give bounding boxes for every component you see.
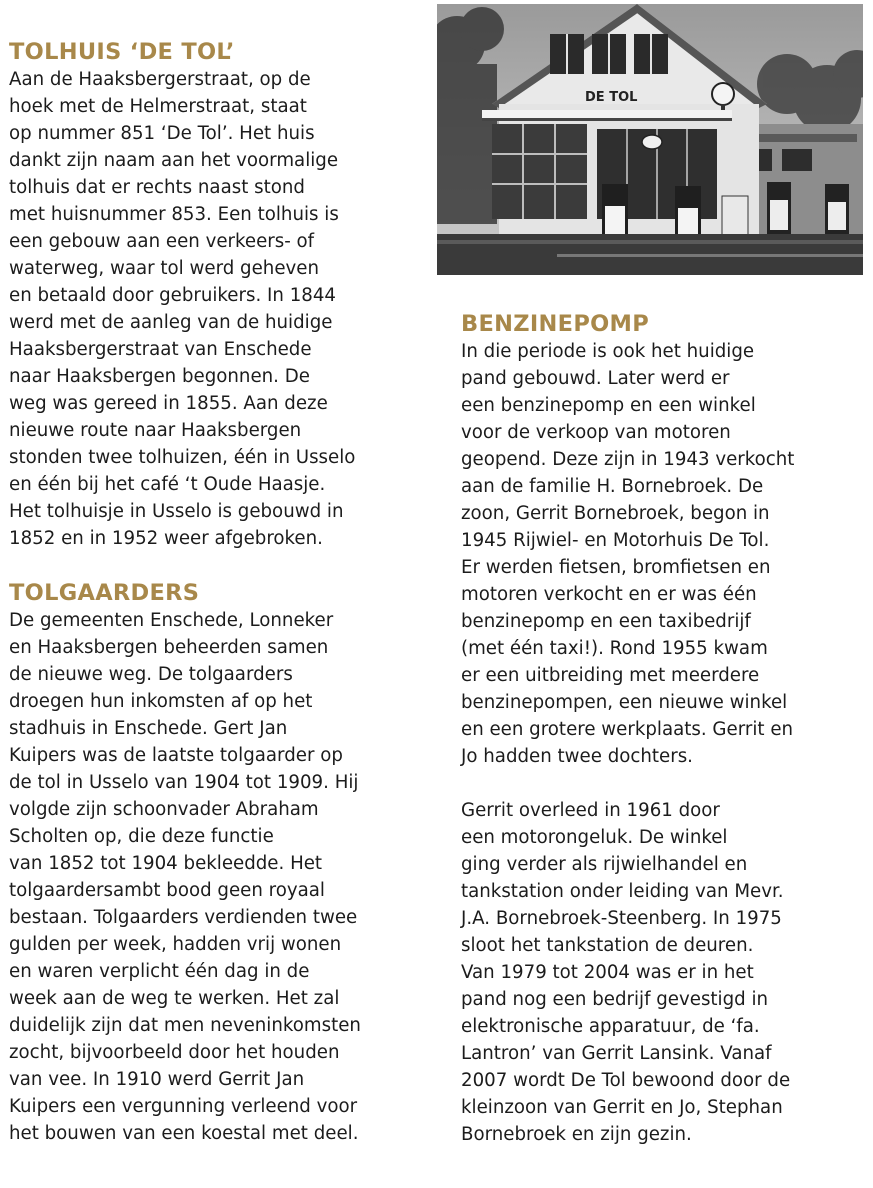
text-line: elektronische apparatuur, de ‘fa. (461, 1016, 760, 1037)
text-line: gulden per week, hadden vrij wonen (9, 934, 342, 955)
text-line: de tol in Usselo van 1904 tot 1909. Hij (9, 772, 359, 793)
text-line: Aan de Haaksbergerstraat, op de (9, 69, 311, 90)
text-line: droegen hun inkomsten af op het (9, 691, 313, 712)
text-line: pand gebouwd. Later werd er (461, 368, 730, 389)
text-line: 1945 Rijwiel- en Motorhuis De Tol. (461, 530, 770, 551)
text-line: een gebouw aan een verkeers- of (9, 231, 315, 252)
benzinepomp-paragraph-1 (461, 338, 871, 770)
text-line: op nummer 851 ‘De Tol’. Het huis (9, 123, 315, 144)
text-line: en betaald door gebruikers. In 1844 (9, 285, 336, 306)
text-line: Gerrit overleed in 1961 door (461, 800, 720, 821)
text-line: volgde zijn schoonvader Abraham (9, 799, 319, 820)
text-line: waterweg, waar tol werd geheven (9, 258, 319, 279)
text-line: aan de familie H. Bornebroek. De (461, 476, 764, 497)
benzinepomp-paragraph-2 (461, 797, 871, 1148)
text-line: (met één taxi!). Rond 1955 kwam (461, 638, 768, 659)
section-tolhuis (9, 38, 429, 552)
text-line: en één bij het café ‘t Oude Haasje. (9, 474, 326, 495)
text-line: Het tolhuisje in Usselo is gebouwd in (9, 501, 344, 522)
text-line: Er werden fietsen, bromfietsen en (461, 557, 771, 578)
text-line: hoek met de Helmerstraat, staat (9, 96, 307, 117)
text-line: het bouwen van een koestal met deel. (9, 1123, 359, 1144)
text-line: Jo hadden twee dochters. (461, 746, 693, 767)
text-line: zoon, Gerrit Bornebroek, begon in (461, 503, 770, 524)
text-line: duidelijk zijn dat men neveninkomsten (9, 1015, 361, 1036)
text-line: De gemeenten Enschede, Lonneker (9, 610, 334, 631)
text-line: motoren verkocht en er was één (461, 584, 757, 605)
text-line: Scholten op, die deze functie (9, 826, 274, 847)
text-line: Kuipers een vergunning verleend voor (9, 1096, 358, 1117)
heading-benzinepomp: BENZINEPOMP (461, 311, 650, 337)
text-line: Kuipers was de laatste tolgaarder op (9, 745, 343, 766)
text-line: Bornebroek en zijn gezin. (461, 1124, 692, 1145)
heading-tolhuis: TOLHUIS ‘DE TOL’ (9, 39, 235, 65)
text-line: naar Haaksbergen begonnen. De (9, 366, 310, 387)
text-line: stonden twee tolhuizen, één in Usselo (9, 447, 356, 468)
text-line: en een grotere werkplaats. Gerrit en (461, 719, 794, 740)
text-line: kleinzoon van Gerrit en Jo, Stephan (461, 1097, 783, 1118)
text-line: een motorongeluk. De winkel (461, 827, 728, 848)
photo-sign-text: DE TOL (585, 90, 638, 105)
text-line: Haaksbergerstraat van Enschede (9, 339, 312, 360)
spacer (461, 770, 871, 797)
text-line: bestaan. Tolgaarders verdienden twee (9, 907, 358, 928)
text-line: een benzinepomp en een winkel (461, 395, 756, 416)
text-line: er een uitbreiding met meerdere (461, 665, 760, 686)
text-line: Van 1979 tot 2004 was er in het (461, 962, 754, 983)
text-line: benzinepomp en een taxibedrijf (461, 611, 751, 632)
text-line: tolhuis dat er rechts naast stond (9, 177, 305, 198)
text-line: van 1852 tot 1904 bekleedde. Het (9, 853, 323, 874)
text-line: In die periode is ook het huidige (461, 341, 755, 362)
text-line: stadhuis in Enschede. Gert Jan (9, 718, 288, 739)
text-line: werd met de aanleg van de huidige (9, 312, 333, 333)
tolhuis-text (9, 66, 429, 552)
text-line: voor de verkoop van motoren (461, 422, 731, 443)
text-line: tankstation onder leiding van Mevr. (461, 881, 784, 902)
text-line: dankt zijn naam aan het voormalige (9, 150, 339, 171)
left-column (9, 38, 429, 1147)
text-line: de nieuwe weg. De tolgaarders (9, 664, 293, 685)
text-line: tolgaardersambt bood geen royaal (9, 880, 325, 901)
text-line: benzinepompen, een nieuwe winkel (461, 692, 788, 713)
text-line: week aan de weg te werken. Het zal (9, 988, 340, 1009)
text-line: pand nog een bedrijf gevestigd in (461, 989, 769, 1010)
text-line: ging verder als rijwielhandel en (461, 854, 748, 875)
right-column (461, 310, 871, 1148)
text-line: weg was gereed in 1855. Aan deze (9, 393, 328, 414)
text-line: en waren verplicht één dag in de (9, 961, 310, 982)
tolgaarders-text (9, 607, 429, 1147)
text-line: nieuwe route naar Haaksbergen (9, 420, 302, 441)
text-line: sloot het tankstation de deuren. (461, 935, 754, 956)
text-line: 1852 en in 1952 weer afgebroken. (9, 528, 323, 549)
text-line: Lantron’ van Gerrit Lansink. Vanaf (461, 1043, 772, 1064)
section-tolgaarders (9, 579, 429, 1147)
text-line: 2007 wordt De Tol bewoond door de (461, 1070, 791, 1091)
photo-de-tol-station (437, 4, 863, 275)
text-line: en Haaksbergen beheerden samen (9, 637, 329, 658)
text-line: met huisnummer 853. Een tolhuis is (9, 204, 339, 225)
text-line: geopend. Deze zijn in 1943 verkocht (461, 449, 795, 470)
heading-tolgaarders: TOLGAARDERS (9, 580, 200, 606)
spacer (9, 552, 429, 579)
text-line: J.A. Bornebroek-Steenberg. In 1975 (461, 908, 782, 929)
text-line: van vee. In 1910 werd Gerrit Jan (9, 1069, 305, 1090)
text-line: zocht, bijvoorbeeld door het houden (9, 1042, 340, 1063)
